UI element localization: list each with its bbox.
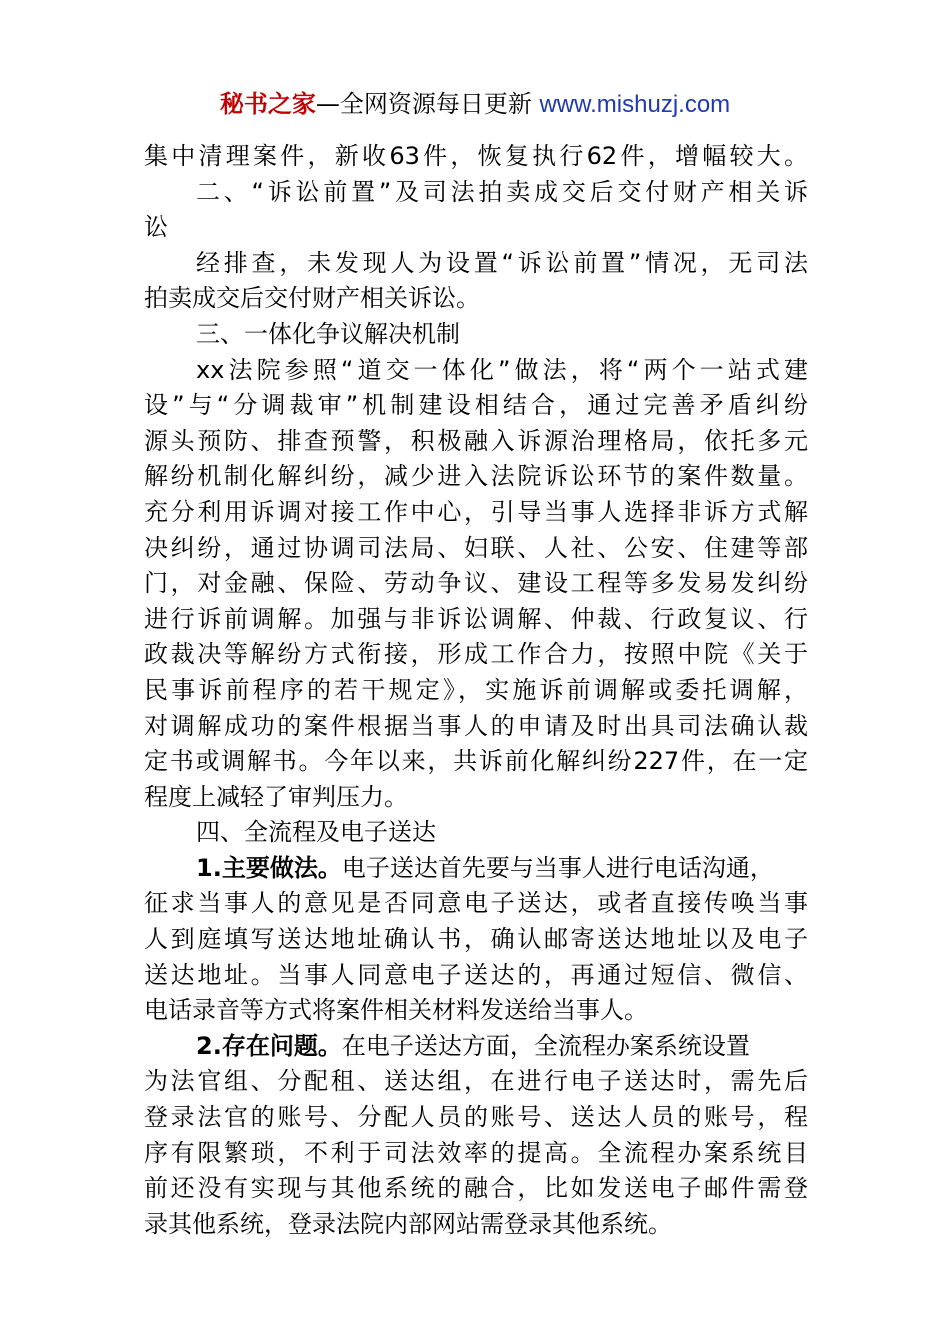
text-line [144,1029,808,1065]
header-site-link[interactable]: www.mishuzj.com [539,91,731,118]
section-heading-4: 四、全流程及电子送达 [196,818,436,847]
text-line: 经排查，未发现人为设置“诉讼前置”情况，无司法 [196,248,808,277]
page-header [0,88,950,121]
text-line: 解纷机制化解纠纷，减少进入法院诉讼环节的案件数量。 [144,462,808,491]
text-line: 拍卖成交后交付财产相关诉讼。 [144,284,480,313]
text-line: 充分利用诉调对接工作中心，引导当事人选择非诉方式解 [144,497,808,526]
text-line: 门，对金融、保险、劳动争议、建设工程等多发易发纠纷 [144,569,808,598]
text-line: 设”与“分调裁审”机制建设相结合，通过完善矛盾纠纷 [144,391,808,420]
text-line: 前还没有实现与其他系统的融合，比如发送电子邮件需登 [144,1174,808,1203]
text-line: 源头预防、排查预警，积极融入诉源治理格局，依托多元 [144,426,808,455]
text-line: 为法官组、分配租、送达组，在进行电子送达时，需先后 [144,1067,808,1096]
text-line: xx法院参照“道交一体化”做法，将“两个一站式建 [196,355,808,384]
text-line: 民事诉前程序的若干规定》，实施诉前调解或委托调解， [144,675,808,704]
document-body [144,139,808,1242]
text-run: 电子送达首先要与当事人进行电话沟通， [341,853,774,882]
text-line: 进行诉前调解。加强与非诉讼调解、仲裁、行政复议、行 [144,604,808,633]
text-line: 送达地址。当事人同意电子送达的，再通过短信、微信、 [144,960,808,989]
text-line: 录其他系统，登录法院内部网站需登录其他系统。 [144,1209,672,1238]
text-line: 程度上减轻了审判压力。 [144,782,408,811]
text-line: 电话录音等方式将案件相关材料发送给当事人。 [144,996,648,1025]
section-heading-3: 三、一体化争议解决机制 [196,319,460,348]
text-line: 人到庭填写送达地址确认书，确认邮寄送达地址以及电子 [144,925,808,954]
text-line: 集中清理案件，新收63件，恢复执行62件，增幅较大。 [144,142,808,170]
text-line: 对调解成功的案件根据当事人的申请及时出具司法确认裁 [144,711,808,740]
text-line: 序有限繁琐，不利于司法效率的提高。全流程办案系统目 [144,1138,808,1167]
text-line [144,851,808,887]
subheading-main-practice: 1.主要做法。 [196,853,342,882]
section-heading-2-cont: 讼 [144,213,168,242]
section-heading-2: 二、“诉讼前置”及司法拍卖成交后交付财产相关诉 [196,177,808,206]
text-line: 决纠纷，通过协调司法局、妇联、人社、公安、住建等部 [144,533,808,562]
text-line: 征求当事人的意见是否同意电子送达，或者直接传唤当事 [144,889,808,918]
text-line: 政裁决等解纷方式衔接，形成工作合力，按照中院《关于 [144,640,808,669]
text-line: 定书或调解书。今年以来，共诉前化解纠纷227件，在一定 [144,747,808,776]
text-line: 登录法官的账号、分配人员的账号、送达人员的账号，程 [144,1103,808,1132]
text-run: 在电子送达方面，全流程办案系统设置 [341,1031,750,1060]
header-tagline: —全网资源每日更新 [315,90,540,118]
header-brand: 秘书之家 [219,90,316,118]
subheading-existing-problems: 2.存在问题。 [196,1031,342,1060]
